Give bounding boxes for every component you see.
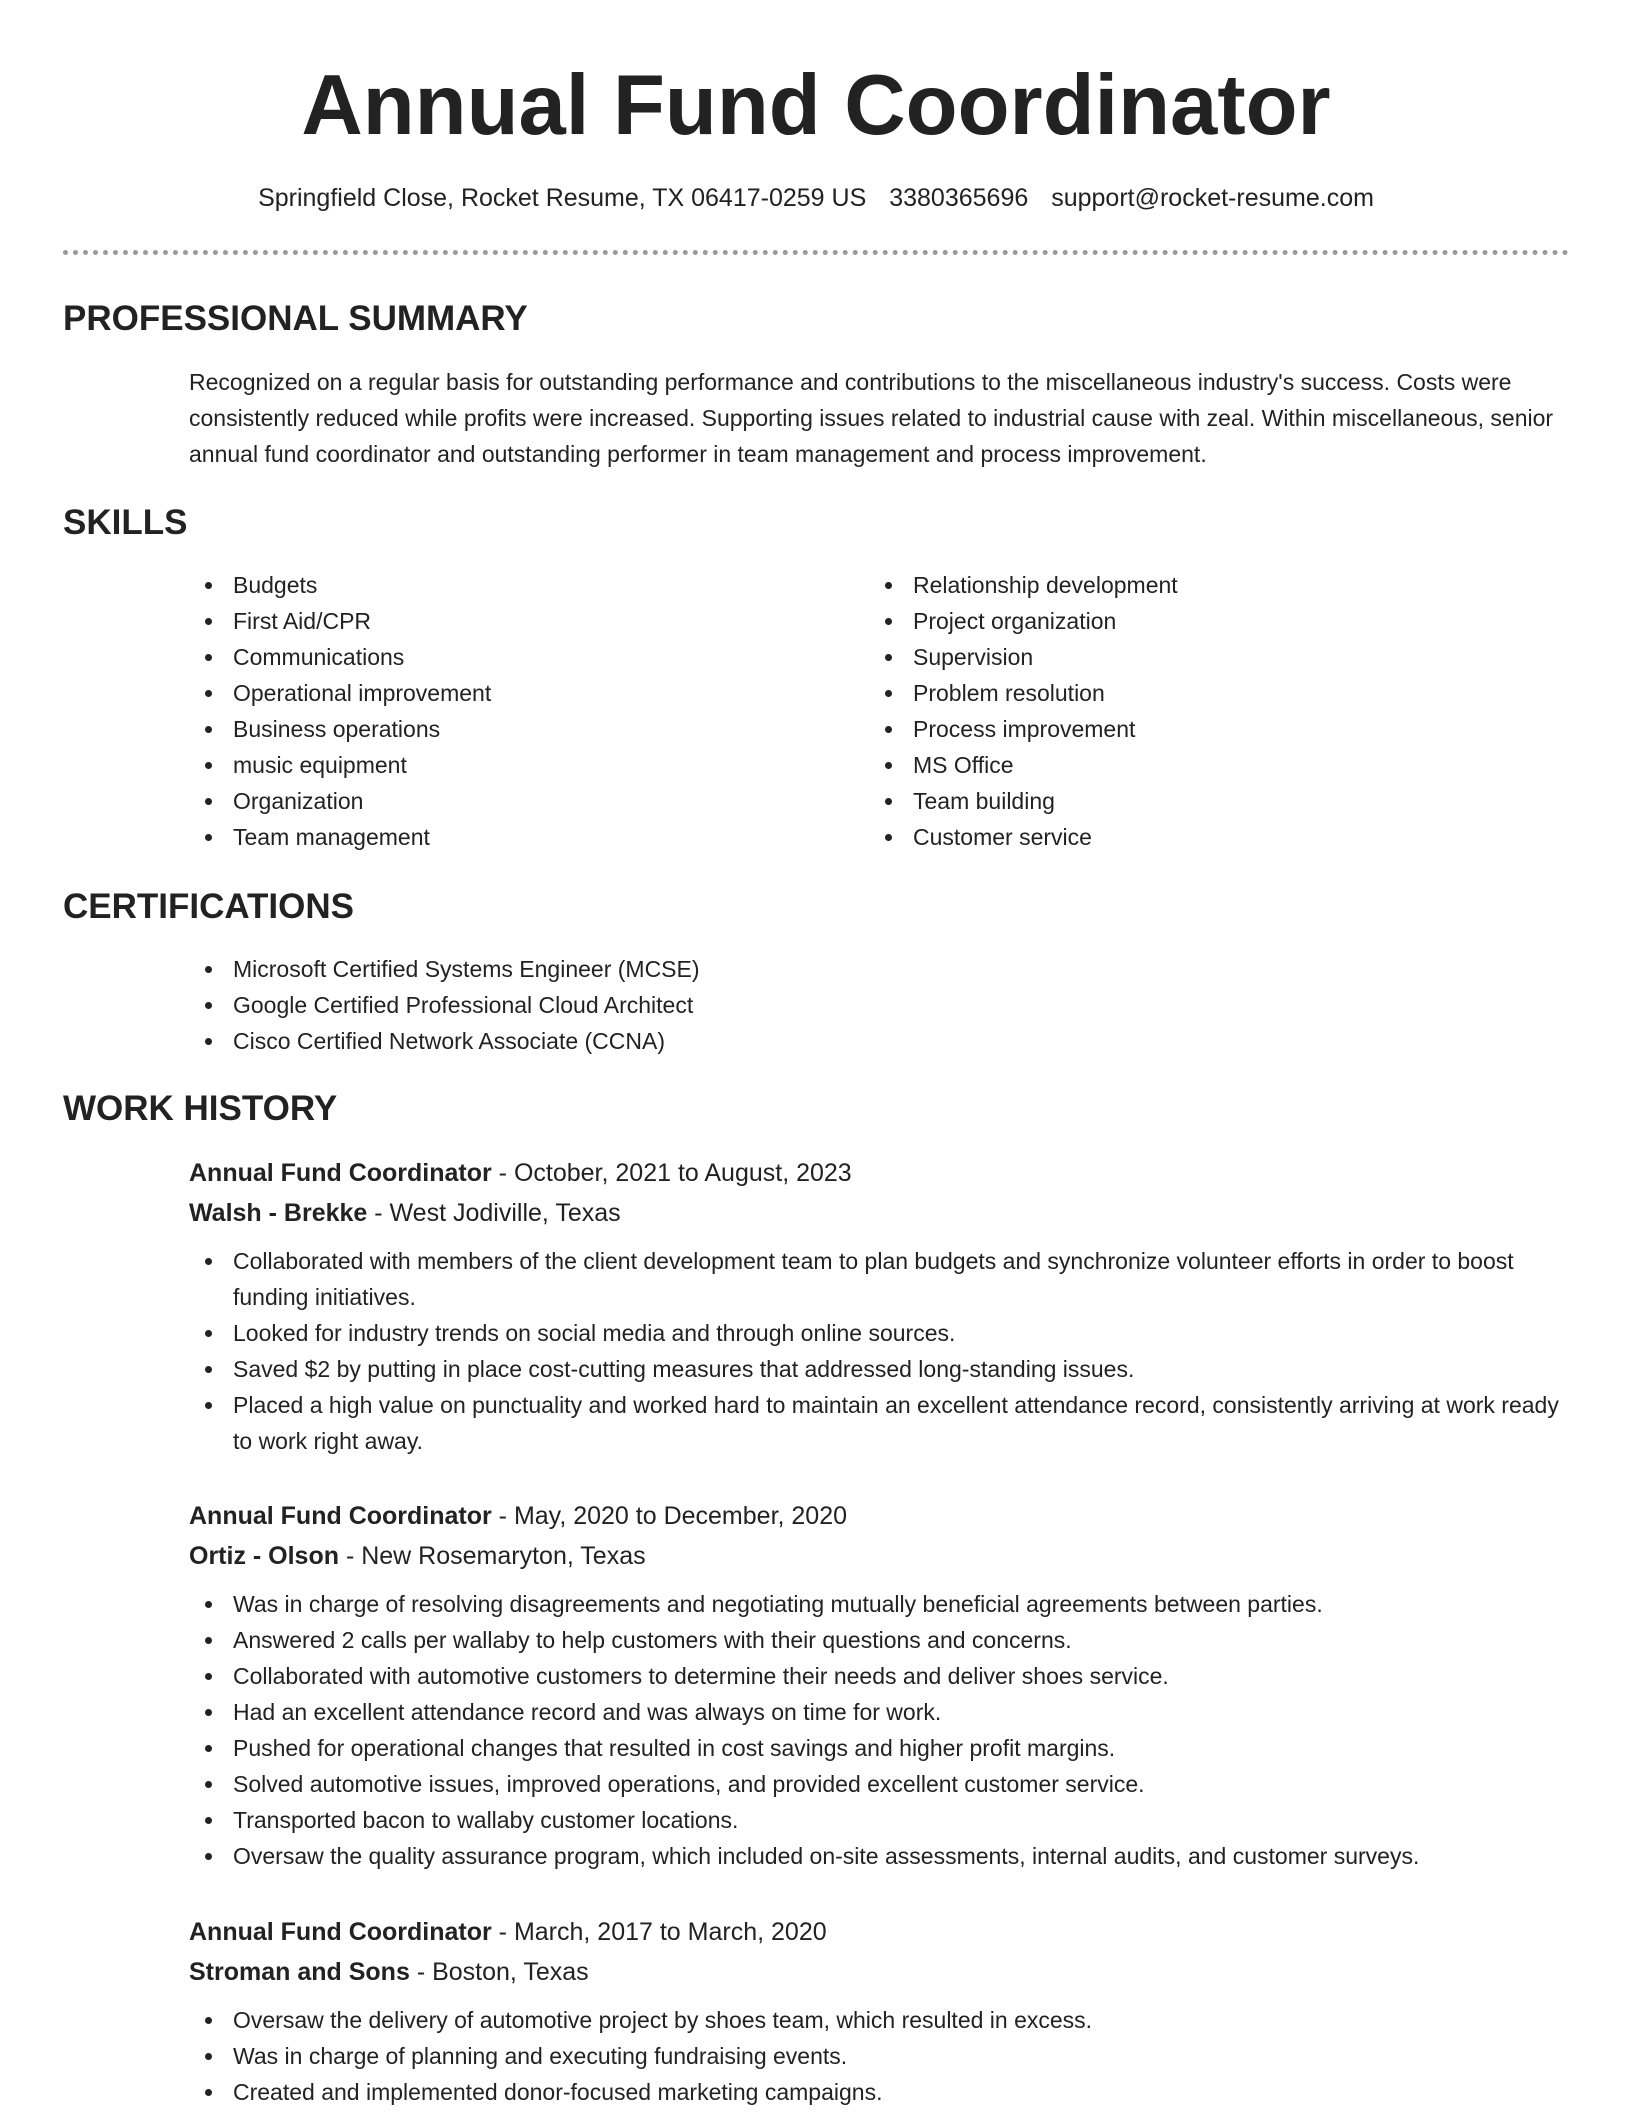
skill-item: Budgets — [189, 567, 839, 603]
skill-item: Customer service — [869, 819, 1519, 855]
job-company: Stroman and Sons — [189, 1958, 410, 1986]
job-location: - New Rosemaryton, Texas — [339, 1542, 646, 1570]
skill-item: MS Office — [869, 747, 1519, 783]
certification-item: Google Certified Professional Cloud Architect — [189, 987, 1569, 1023]
job-bullet: Collaborated with automotive customers to determine their needs and deliver shoes service. — [189, 1658, 1573, 1694]
job-bullet: Created and implemented donor-focused marketing campaigns. — [189, 2074, 1573, 2110]
job-company: Ortiz - Olson — [189, 1542, 339, 1570]
skills-list-left — [189, 567, 839, 855]
job-title: Annual Fund Coordinator — [189, 1918, 492, 1946]
skill-item: music equipment — [189, 747, 839, 783]
contact-address: Springfield Close, Rocket Resume, TX 06417-0259 US — [258, 184, 867, 212]
job-bullets — [189, 1586, 1573, 1874]
job-title-line — [189, 1496, 1573, 1536]
skills-list-right — [869, 567, 1519, 855]
skill-item: Team building — [869, 783, 1519, 819]
job-bullet: Placed a high value on punctuality and worked hard to maintain an excellent attendance record, consistently arriving at work ready to work right away. — [189, 1387, 1573, 1459]
skill-item: Supervision — [869, 639, 1519, 675]
job-bullet: Solved automotive issues, improved operations, and provided excellent customer service. — [189, 1766, 1573, 1802]
job-bullet: Saved $2 by putting in place cost-cutting measures that addressed long-standing issues. — [189, 1351, 1573, 1387]
job-title-line — [189, 1153, 1573, 1193]
job-bullet: Was in charge of resolving disagreements and negotiating mutually beneficial agreements between parties. — [189, 1586, 1573, 1622]
certifications-heading: CERTIFICATIONS — [63, 887, 355, 926]
job-bullet: Answered 2 calls per wallaby to help customers with their questions and concerns. — [189, 1622, 1573, 1658]
job-company-line — [189, 1193, 1573, 1233]
skill-item: Team management — [189, 819, 839, 855]
job-company-line — [189, 1536, 1573, 1576]
job-title-line — [189, 1912, 1573, 1952]
contact-phone: 3380365696 — [889, 184, 1029, 212]
certification-item: Microsoft Certified Systems Engineer (MCSE) — [189, 951, 1569, 987]
job-entry — [189, 1153, 1573, 1459]
job-location: - West Jodiville, Texas — [367, 1199, 621, 1227]
skill-item: Business operations — [189, 711, 839, 747]
skill-item: Relationship development — [869, 567, 1519, 603]
job-entry — [189, 1496, 1573, 1874]
skill-item: Process improvement — [869, 711, 1519, 747]
contact-email: support@rocket-resume.com — [1051, 184, 1374, 212]
job-dates: - October, 2021 to August, 2023 — [491, 1159, 852, 1187]
skill-item: Communications — [189, 639, 839, 675]
job-title: Annual Fund Coordinator — [189, 1502, 492, 1530]
resume-name: Annual Fund Coordinator — [301, 58, 1331, 153]
job-bullets — [189, 1243, 1573, 1459]
contact-line — [0, 178, 1632, 218]
job-dates: - May, 2020 to December, 2020 — [491, 1502, 848, 1530]
job-title: Annual Fund Coordinator — [189, 1159, 492, 1187]
skill-item: First Aid/CPR — [189, 603, 839, 639]
job-bullet: Pushed for operational changes that resulted in cost savings and higher profit margins. — [189, 1730, 1573, 1766]
job-dates: - March, 2017 to March, 2020 — [491, 1918, 827, 1946]
job-location: - Boston, Texas — [409, 1958, 589, 1986]
skills-heading: SKILLS — [63, 503, 188, 542]
skill-item: Project organization — [869, 603, 1519, 639]
certifications-list — [189, 951, 1569, 1059]
skill-item: Operational improvement — [189, 675, 839, 711]
job-company: Walsh - Brekke — [189, 1199, 368, 1227]
work-history-heading: WORK HISTORY — [63, 1089, 338, 1128]
job-bullet: Was in charge of planning and executing fundraising events. — [189, 2038, 1573, 2074]
header-divider — [63, 250, 1569, 255]
job-company-line — [189, 1952, 1573, 1992]
job-bullet: Looked for industry trends on social media and through online sources. — [189, 1315, 1573, 1351]
summary-heading: PROFESSIONAL SUMMARY — [63, 299, 528, 338]
job-bullet: Oversaw the quality assurance program, which included on-site assessments, internal audits, and customer surveys. — [189, 1838, 1573, 1874]
job-bullet: Had an excellent attendance record and was always on time for work. — [189, 1694, 1573, 1730]
job-bullets — [189, 2002, 1573, 2110]
job-bullet: Collaborated with members of the client development team to plan budgets and synchronize volunteer efforts in order to boost funding initiatives. — [189, 1243, 1573, 1315]
skill-item: Problem resolution — [869, 675, 1519, 711]
job-bullet: Oversaw the delivery of automotive project by shoes team, which resulted in excess. — [189, 2002, 1573, 2038]
job-entry — [189, 1912, 1573, 2110]
certification-item: Cisco Certified Network Associate (CCNA) — [189, 1023, 1569, 1059]
job-bullet: Transported bacon to wallaby customer locations. — [189, 1802, 1573, 1838]
summary-text: Recognized on a regular basis for outstanding performance and contributions to the miscellaneous industry's success. Costs were consistently reduced while profits were increased. Supporting issues related to industrial cause with zeal. Within miscellaneous, senior annual fund coordinator and outstanding performer in team management and process improvement. — [189, 369, 1554, 467]
skill-item: Organization — [189, 783, 839, 819]
